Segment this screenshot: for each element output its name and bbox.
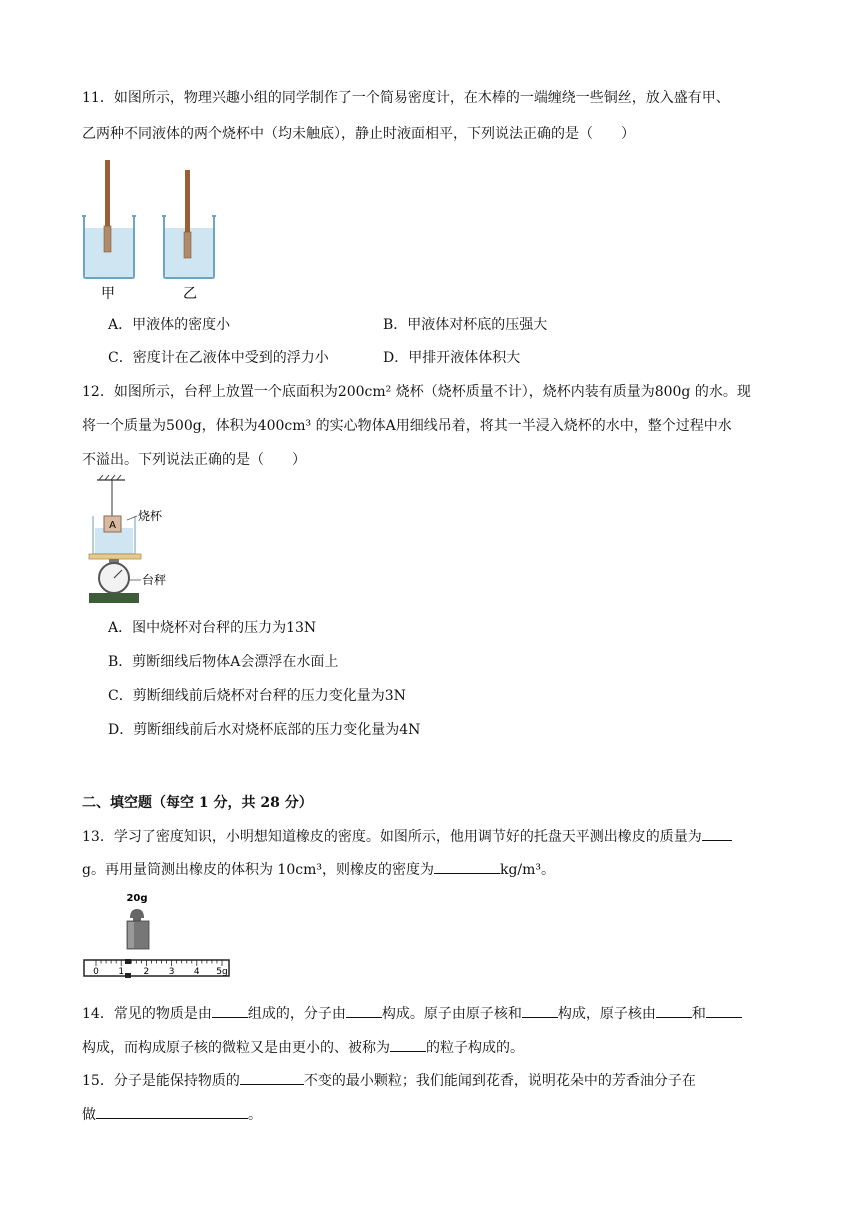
q12-stem-line1: 12．如图所示，台秤上放置一个底面积为200cm² 烧杯（烧杯质量不计），烧杯内装有质量为800g 的水。现 [82,384,751,400]
q14-text-4: 构成，原子核由 [557,1006,656,1022]
q14-text-2: 组成的，分子由 [247,1006,346,1022]
q14-blank-1[interactable] [212,1003,248,1018]
label-yi: 乙 [183,286,197,302]
q13-blank-mass[interactable] [702,826,732,841]
q14-text-3: 构成。原子由原子核和 [381,1006,522,1022]
q13-stem-line1 [82,826,732,847]
q13-text-3: kg/m³。 [499,862,556,878]
q14-line1 [82,1003,742,1024]
ruler-tick-label: 2 [143,967,150,977]
q11-option-a[interactable]: A．甲液体的密度小 [108,317,231,333]
q15-text-3: 做 [82,1107,96,1123]
q15-blank-2[interactable] [96,1104,248,1119]
q12-option-c[interactable]: C．剪断细线前后烧杯对台秤的压力变化量为3N [108,688,406,704]
q11-stem-line2: 乙两种不同液体的两个烧杯中（均未触底），静止时液面相平，下列说法正确的是（ ） [82,126,635,142]
q15-line1 [82,1070,696,1091]
q14-blank-4[interactable] [656,1003,692,1018]
q14-text-1: 14．常见的物质是由 [82,1006,212,1022]
section-title: 二、填空题（每空 1 分，共 28 分） [82,795,313,811]
q14-blank-5[interactable] [706,1003,742,1018]
ruler-tick-label: 0 [93,967,99,977]
q13-text-1: 13．学习了密度知识，小明想知道橡皮的密度。如图所示，他用调节好的托盘天平测出橡皮的质量为 [82,829,702,845]
q15-text-4: 。 [248,1107,262,1123]
q14-text-6: 构成，而构成原子核的微粒又是由更小的、被称为 [82,1040,390,1056]
ruler-tick-label: 5g [216,967,228,977]
scale-label: 台秤 [142,573,167,587]
q12-option-b[interactable]: B．剪断细线后物体A会漂浮在水面上 [108,654,339,670]
q12-figure [85,478,225,608]
q13-text-2: g。再用量筒测出橡皮的体积为 10cm³，则橡皮的密度为 [82,862,434,878]
q12-option-d[interactable]: D．剪断细线前后水对烧杯底部的压力变化量为4N [108,722,421,738]
q14-line2 [82,1037,524,1058]
q13-blank-density[interactable] [434,859,500,874]
q12-option-a[interactable]: A．图中烧杯对台秤的压力为13N [108,620,317,636]
ruler-tick-label: 3 [168,967,175,977]
q11-option-b[interactable]: B．甲液体对杯底的压强大 [383,317,548,333]
ceiling-hatch [97,475,125,480]
beaker-yi [162,170,216,278]
q14-blank-3[interactable] [522,1003,558,1018]
q15-line2 [82,1104,262,1125]
q14-blank-2[interactable] [346,1003,382,1018]
beaker-jia [82,160,136,278]
q12-stem-line3: 不溢出。下列说法正确的是（ ） [82,452,306,468]
q15-blank-1[interactable] [240,1070,304,1085]
q14-text-7: 的粒子构成的。 [426,1040,524,1056]
q11-stem-line1: 11．如图所示，物理兴趣小组的同学制作了一个简易密度计，在木棒的一端缠绕一些铜丝，放入盛有甲、 [82,90,730,106]
q15-text-2: 不变的最小颗粒；我们能闻到花香，说明花朵中的芳香油分子在 [303,1073,696,1089]
q11-figure [80,168,230,308]
ruler-tick-label: 1 [118,967,125,977]
block-a-label: A [109,520,116,531]
q13-figure [82,890,232,980]
label-jia: 甲 [101,286,115,302]
q14-text-5: 和 [691,1006,706,1022]
weight-label: 20g [126,893,148,904]
ruler-tick-label: 4 [193,967,200,977]
q13-stem-line2 [82,859,555,880]
beaker-label: 烧杯 [138,509,163,523]
q11-option-c[interactable]: C．密度计在乙液体中受到的浮力小 [108,350,329,366]
q14-blank-6[interactable] [390,1037,426,1052]
q11-option-d[interactable]: D．甲排开液体体积大 [383,350,521,366]
q12-stem-line2: 将一个质量为500g，体积为400cm³ 的实心物体A用细线吊着，将其一半浸入烧杯的水中，整个过程中水 [82,418,732,434]
q15-text-1: 15．分子是能保持物质的 [82,1073,240,1089]
